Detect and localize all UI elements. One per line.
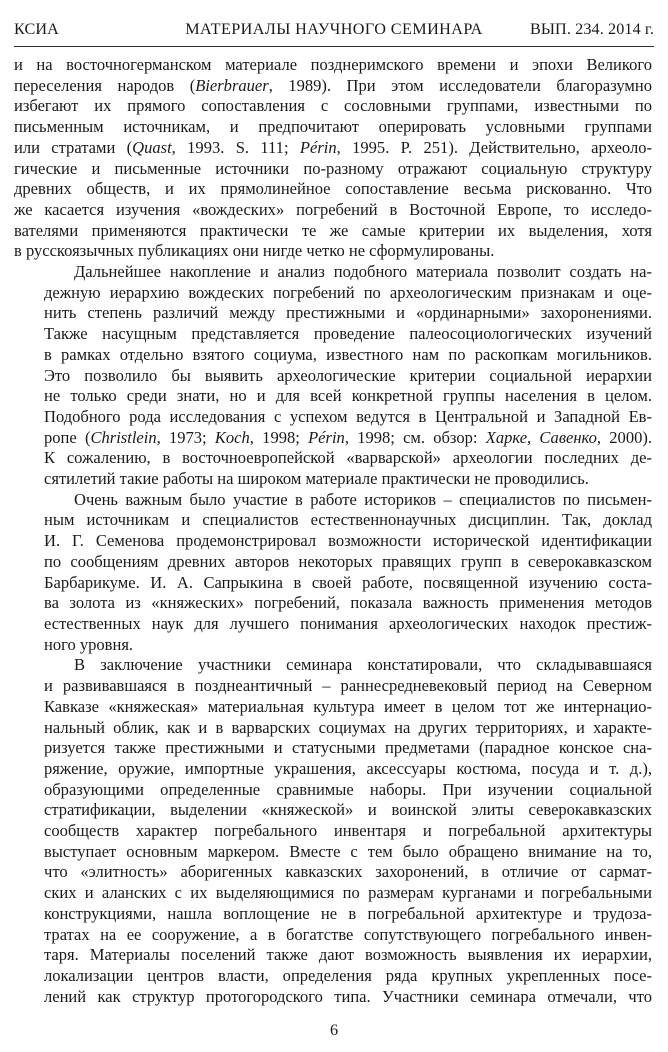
- text-line: нальный облик, как и в варварских социумах на других территориях, и характе-: [44, 717, 652, 737]
- text-line: лений как структур протогородского типа. Участники семинара отмечали, что: [44, 986, 652, 1006]
- text-line: вателями применяются практически те же самые критерии их выделения, хотя: [14, 220, 652, 240]
- journal-abbreviation: КСИА: [14, 20, 59, 38]
- text-line: Также насущным представляется проведение палеосоциологических изучений: [44, 324, 652, 344]
- text-line: по сообщениям древних авторов некоторых правящих групп в северокавказском: [44, 551, 652, 571]
- text-line: древних обществ, и их прямолинейное сопоставление весьма рискованно. Что: [14, 179, 652, 199]
- paragraph: [14, 490, 652, 656]
- text-line: ным источникам и специалистов естественнонаучных дисциплин. Так, доклад: [44, 510, 652, 530]
- text-line: письменным источникам, и предпочитают оперировать условными группами: [14, 117, 652, 137]
- text-line: таря. Материалы поселений также дают возможность выявления их иерархии,: [44, 945, 652, 965]
- text-line: гические и письменные источники по-разному отражают социальную структуру: [14, 158, 652, 178]
- text-line: Очень важным было участие в работе историков – специалистов по письмен-: [74, 489, 652, 509]
- text-line: переселения народов (Bierbrauer, 1989). При этом исследователи благоразумно: [14, 75, 652, 95]
- text-line: и на восточногерманском материале позднеримского времени и эпохи Великого: [14, 55, 652, 74]
- text-line: ва золота из «княжеских» погребений, показала важность применения методов: [44, 593, 652, 613]
- text-line: сообществ характер погребального инвентаря и погребальной архитектуры: [44, 821, 652, 841]
- text-line: в рамках отдельно взятого социума, известного нам по раскопкам могильников.: [44, 344, 652, 364]
- text-line: естественных наук для лучшего понимания археологических находок престиж-: [44, 613, 652, 633]
- header-rule: [14, 46, 654, 47]
- text-line: и развивавшаяся в позднеантичный – раннесредневековый период на Северном: [44, 676, 652, 696]
- issue-info: ВЫП. 234. 2014 г.: [529, 20, 654, 38]
- paragraph: [14, 262, 652, 490]
- text-line: ризуется также престижными и статусными предметами (парадное конское сна-: [44, 738, 652, 758]
- paragraph: [14, 655, 652, 1007]
- text-line: дежную иерархию вождеских погребений по археологическим признакам и оце-: [44, 282, 652, 302]
- text-line: избегают их прямого сопоставления с сословными группами, известными по: [14, 96, 652, 116]
- text-line: ного уровня.: [44, 634, 134, 654]
- text-line: В заключение участники семинара констатировали, что складывавшаяся: [74, 655, 652, 675]
- text-line: ропе (Christlein, 1973; Koch, 1998; Périn, 1998; см. обзор: Харке, Савенко, 2000).: [44, 427, 652, 447]
- page-number: 6: [329, 1021, 339, 1039]
- text-line: Подобного рода исследования с успехом ведутся в Центральной и Западной Ев-: [44, 406, 652, 426]
- text-line: или стратами (Quast, 1993. S. 111; Périn, 1995. P. 251). Действительно, археоло-: [14, 137, 652, 157]
- text-line: Кавказе «княжеская» материальная культура имеет в целом тот же интернацио-: [44, 696, 652, 716]
- text-line: К сожалению, в восточноевропейской «варварской» археологии последних де-: [44, 448, 652, 468]
- text-line: выступает основным маркером. Вместе с тем было обращено внимание на то,: [44, 841, 652, 861]
- text-line: же касается изучения «вождеских» погребений в Восточной Европе, то исследо-: [14, 199, 652, 219]
- text-line: Это позволило бы выявить археологические критерии социальной иерархии: [44, 365, 652, 385]
- section-title: МАТЕРИАЛЫ НАУЧНОГО СЕМИНАРА: [185, 20, 483, 38]
- text-line: И. Г. Семенова продемонстрировал возможности исторической идентификации: [44, 531, 652, 551]
- text-line: конструкциями, нашла воплощение не в погребальной архитектуре и трудоза-: [44, 903, 652, 923]
- text-line: тратах на ее сооружение, а в богатстве сопутствующего погребального инвен-: [44, 924, 652, 944]
- text-line: Дальнейшее накопление и анализ подобного материала позволит создать на-: [74, 262, 652, 282]
- text-line: в русскоязычных публикациях они нигде четко не сформулированы.: [14, 241, 495, 261]
- text-line: образующими определенные сравнимые наборы. При изучении социальной: [44, 779, 652, 799]
- text-line: не только среди знати, но и для всей конкретной группы населения в целом.: [44, 386, 652, 406]
- text-line: стратификации, выделении «княжеской» и воинской элиты северокавказских: [44, 800, 652, 820]
- text-line: ских и аланских с их выделяющимися по размерам курганами и погребальными: [44, 883, 652, 903]
- paragraph: [14, 55, 652, 262]
- text-line: Барбарикуме. И. А. Сапрыкина в своей работе, посвященной изучению соста-: [44, 572, 652, 592]
- text-line: что «элитность» аборигенных кавказских захоронений, в отличие от сармат-: [44, 862, 652, 882]
- text-line: нить степень различий между престижными и «ординарными» захоронениями.: [44, 303, 652, 323]
- text-line: сятилетий такие работы на широком материале практически не проводились.: [44, 469, 589, 489]
- running-header: [14, 20, 654, 42]
- text-line: локализации центров власти, определения ряда крупных укрепленных посе-: [44, 965, 652, 985]
- body-text: [14, 55, 652, 1007]
- text-line: ряжение, оружие, импортные украшения, аксессуары костюма, посуда и т. д.),: [44, 758, 652, 778]
